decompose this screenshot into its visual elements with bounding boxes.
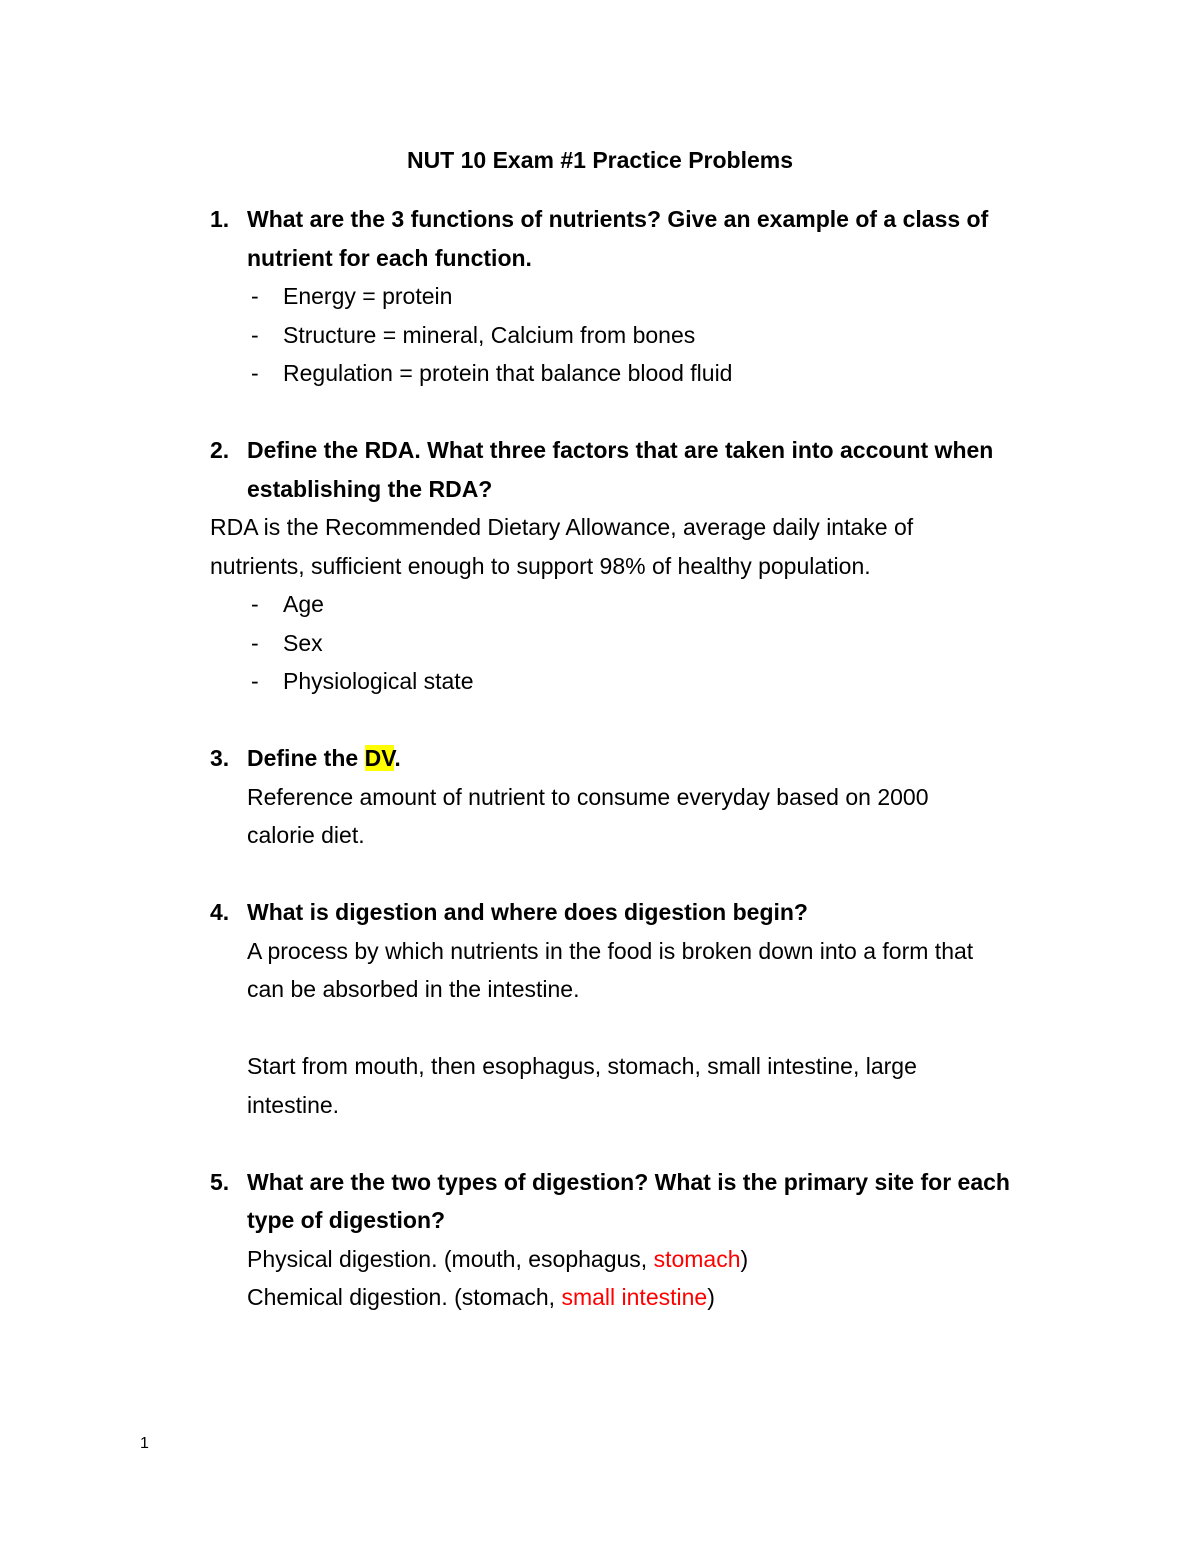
dash-bullet-icon: - — [251, 283, 259, 309]
spacer — [210, 855, 1070, 894]
question-text-line: What is digestion and where does digestion begin? — [247, 899, 808, 925]
question-text-line: establishing the RDA? — [247, 475, 493, 502]
page-title: NUT 10 Exam #1 Practice Problems — [406, 147, 794, 173]
dash-bullet-icon: - — [251, 591, 259, 617]
question-2 — [210, 431, 1070, 508]
question-5 — [210, 1163, 1070, 1240]
question-text-line: type of digestion? — [247, 1207, 446, 1233]
highlighted-term: DV — [364, 745, 395, 771]
answer-text-line: intestine. — [247, 1091, 340, 1118]
answer-text-line: Physical digestion. (mouth, esophagus, stomach) — [247, 1245, 749, 1272]
bullet-item: - Physiological state — [210, 662, 1070, 701]
answer-text-line: nutrients, sufficient enough to support 98% of healthy population. — [210, 552, 871, 579]
question-3 — [210, 739, 1070, 778]
question-number: 3. — [210, 745, 230, 771]
red-emphasis-text: small intestine — [561, 1284, 708, 1310]
red-emphasis-text: stomach — [653, 1245, 741, 1272]
answer-text-line: Start from mouth, then esophagus, stomach, small intestine, large — [247, 1053, 917, 1079]
question-number: 5. — [210, 1168, 230, 1195]
page-number: 1 — [140, 1435, 149, 1452]
question-text-line: Define the DV. — [247, 745, 401, 771]
question-text-line: What are the 3 functions of nutrients? Give an example of a class of — [247, 206, 989, 232]
question-number: 1. — [210, 206, 230, 232]
document-body — [210, 200, 1070, 1317]
dash-bullet-icon: - — [251, 629, 259, 656]
spacer — [210, 1009, 1070, 1048]
question-text-line: Define the RDA. What three factors that are taken into account when — [247, 437, 994, 463]
question-text-line: nutrient for each function. — [247, 244, 532, 271]
answer-text-line: A process by which nutrients in the food is broken down into a form that — [247, 937, 974, 964]
spacer — [210, 701, 1070, 740]
bullet-item: - Regulation = protein that balance blood fluid — [210, 354, 1070, 393]
dash-bullet-icon: - — [251, 321, 259, 348]
bullet-item: - Energy = protein — [210, 277, 1070, 316]
question-1 — [210, 200, 1070, 277]
bullet-item: - Age — [210, 585, 1070, 624]
answer-text-line: can be absorbed in the intestine. — [247, 976, 580, 1002]
dash-bullet-icon: - — [251, 668, 259, 694]
dash-bullet-icon: - — [251, 360, 259, 386]
spacer — [210, 1124, 1070, 1163]
question-4 — [210, 893, 1070, 932]
bullet-item: - Sex — [210, 624, 1070, 663]
answer-text-line: Reference amount of nutrient to consume everyday based on 2000 — [247, 783, 929, 810]
answer-text-line: RDA is the Recommended Dietary Allowance, average daily intake of — [210, 514, 914, 540]
answer-text-line: Chemical digestion. (stomach, small intestine) — [247, 1284, 715, 1310]
bullet-item: - Structure = mineral, Calcium from bones — [210, 316, 1070, 355]
question-text-line: What are the two types of digestion? What is the primary site for each — [247, 1168, 1010, 1195]
question-number: 2. — [210, 437, 230, 463]
question-number: 4. — [210, 899, 230, 925]
spacer — [210, 393, 1070, 432]
answer-text-line: calorie diet. — [247, 822, 365, 848]
